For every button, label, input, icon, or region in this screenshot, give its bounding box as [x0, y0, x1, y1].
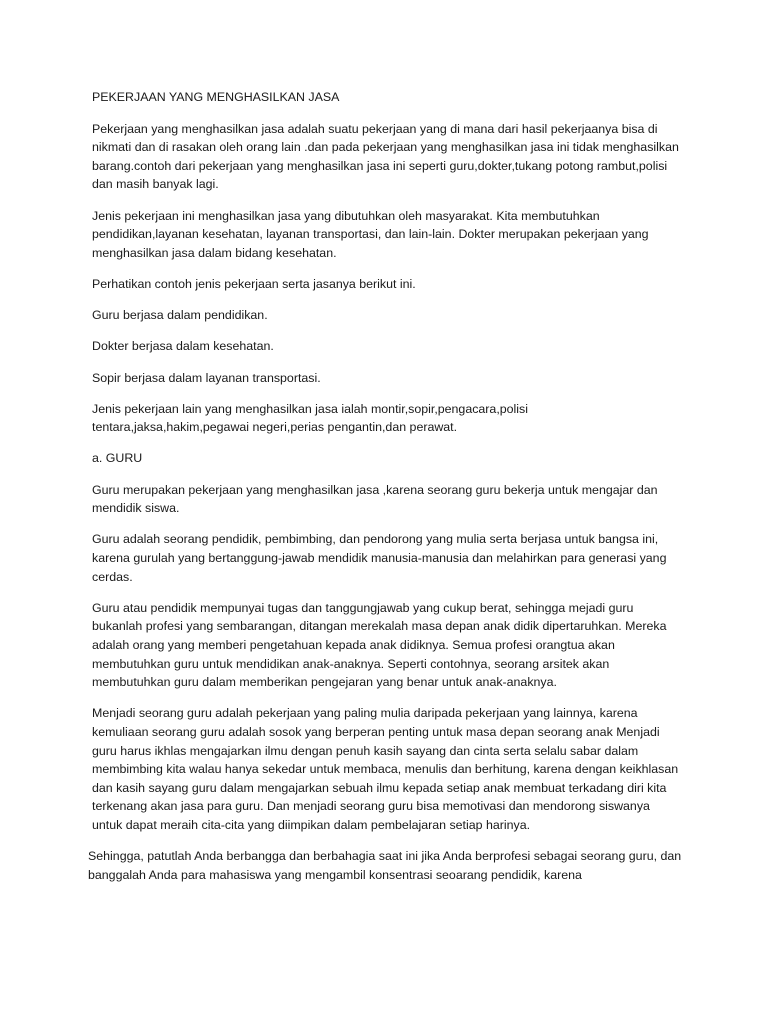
paragraph-sehingga: Sehingga, patutlah Anda berbangga dan berbahagia saat ini jika Anda berprofesi sebagai seorang guru, dan banggalah Anda para mahasiswa yang mengambil konsentrasi seoarang pendidik, karena [88, 849, 682, 882]
document-title: PEKERJAAN YANG MENGHASILKAN JASA [92, 90, 340, 104]
paragraph-perhatikan: Perhatikan contoh jenis pekerjaan serta jasanya berikut ini. [92, 276, 416, 291]
paragraph-guru-pendidik: Guru adalah seorang pendidik, pembimbing, dan pendorong yang mulia serta berjasa untuk bangsa ini, karena gurulah yang bertanggung-jawab mendidik manusia-manusia dan melahirkan para generasi yang cerdas. [92, 532, 667, 584]
document-body [88, 88, 682, 897]
paragraph-sopir-berjasa: Sopir berjasa dalam layanan transportasi. [92, 370, 321, 385]
paragraph-guru-tugas: Guru atau pendidik mempunyai tugas dan tanggungjawab yang cukup berat, sehingga mejadi guru bukanlah profesi yang sembarangan, ditangan merekalah masa depan anak didik dipertaruhkan. Mereka adalah orang yang memberi pengetahuan kepada anak didiknya. Semua profesi orangtua akan membutuhkan guru untuk mendidikan anak-anaknya. Seperti contohnya, seorang arsitek akan membutuhkan guru dalam memberikan pengejaran yang benar untuk anak-anaknya. [92, 600, 667, 690]
paragraph-intro: Pekerjaan yang menghasilkan jasa adalah suatu pekerjaan yang di mana dari hasil pekerjaanya bisa di nikmati dan di rasakan oleh orang lain .dan pada pekerjaan yang menghasilkan jasa ini tidak menghasilkan barang.contoh dari pekerjaan yang menghasilkan jasa ini seperti guru,dokter,tukang potong rambut,polisi dan masih banyak lagi. [92, 121, 679, 192]
section-heading-guru: a. GURU [92, 451, 143, 466]
paragraph-guru-berjasa: Guru berjasa dalam pendidikan. [92, 308, 268, 323]
paragraph-guru-mulia: Menjadi seorang guru adalah pekerjaan yang paling mulia daripada pekerjaan yang lainnya, karena kemuliaan seorang guru adalah sosok yang berperan penting untuk masa depan seorang anak Menjadi guru harus ikhlas mengajarkan ilmu dengan penuh kasih sayang dan cinta serta selalu sabar dalam membimbing kita walau hanya sekedar untuk membaca, menulis dan berhitung, karena dengan keikhlasan dan kasih sayang guru dalam mengajarkan sebuah ilmu kepada setiap anak membuat terkadang diri kita terkenang akan jasa para guru. Dan menjadi seorang guru bisa memotivasi dan mendorong siswanya untuk dapat meraih cita-cita yang diimpikan dalam pembelajaran setiap harinya. [92, 706, 679, 832]
paragraph-dokter-berjasa: Dokter berjasa dalam kesehatan. [92, 339, 274, 354]
paragraph-guru-definisi: Guru merupakan pekerjaan yang menghasilkan jasa ,karena seorang guru bekerja untuk mengajar dan mendidik siswa. [92, 482, 658, 516]
paragraph-jenis-pekerjaan: Jenis pekerjaan ini menghasilkan jasa yang dibutuhkan oleh masyarakat. Kita membutuhkan pendidikan,layanan kesehatan, layanan transportasi, dan lain-lain. Dokter merupakan pekerjaan yang menghasilkan jasa dalam bidang kesehatan. [92, 208, 649, 260]
paragraph-jenis-lain: Jenis pekerjaan lain yang menghasilkan jasa ialah montir,sopir,pengacara,polisi tentara,jaksa,hakim,pegawai negeri,perias pengantin,dan perawat. [92, 401, 529, 435]
